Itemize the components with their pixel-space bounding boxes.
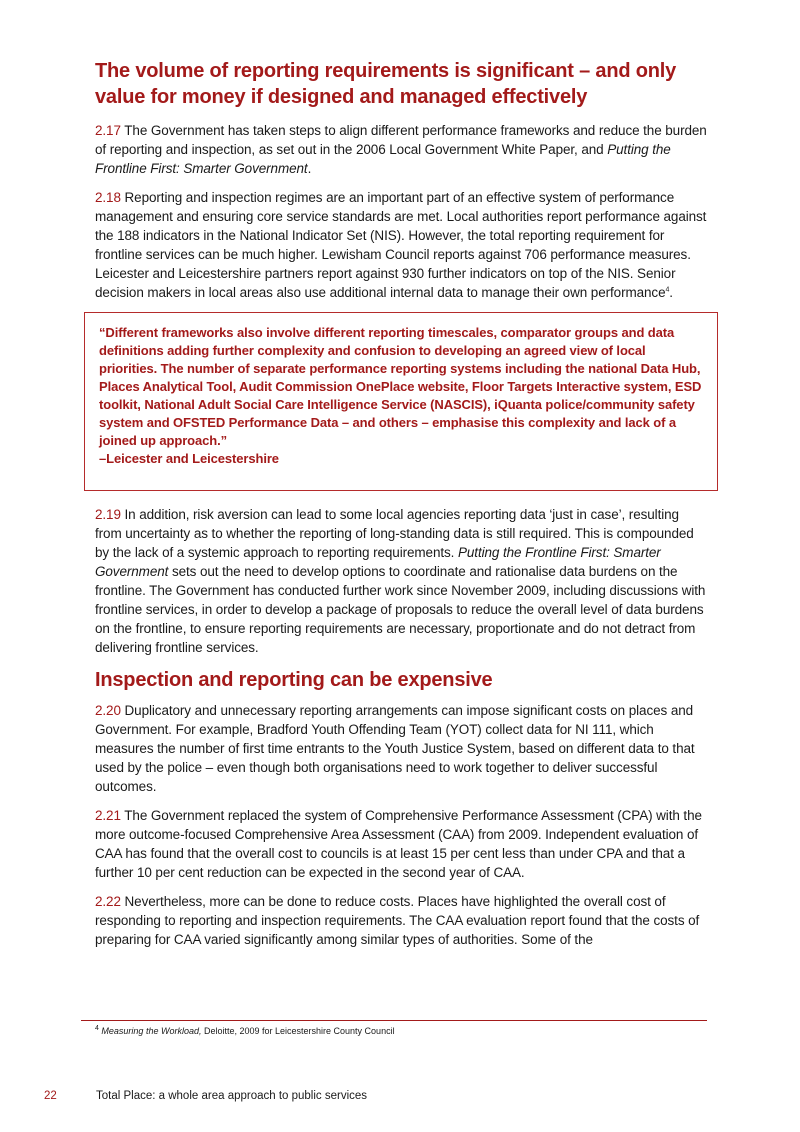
paragraph-2-19 — [95, 505, 707, 657]
paragraph-number: 2.20 — [95, 703, 121, 718]
document-title: Total Place: a whole area approach to public services — [96, 1090, 368, 1102]
paragraph-italic-title: Putting the Frontline First: Smarter Government — [95, 545, 661, 579]
footnote-divider — [81, 1020, 707, 1021]
page-content — [95, 58, 707, 959]
paragraph-number: 2.18 — [95, 190, 121, 205]
footnote — [95, 1025, 395, 1037]
paragraph-text: Duplicatory and unnecessary reporting arrangements can impose significant costs on places and Government. For example, Bradford Youth Offending Team (YOT) collect data for NI 111, which measures the number of first time entrants to the Youth Justice System, based on different data to that used by the police – even though both organisations need to work together to deliver successful outcomes. — [95, 703, 695, 794]
paragraph-end: . — [307, 161, 312, 176]
paragraph-number: 2.21 — [95, 808, 121, 823]
quote-text: “Different frameworks also involve different reporting timescales, comparator groups and data definitions adding further complexity and confusion to developing an agreed view of local priorities. The number of separate performance reporting systems including the national Data Hub, Places Analytical Tool, Audit Commission OnePlace website, Floor Targets Interactive system, ESD toolkit, National Adult Social Care Intelligence Service (NASCIS), iQuanta police/community safety system and OFSTED Performance Data – and others – emphasise this complexity and lack of a joined up approach.” — [99, 325, 702, 448]
footnote-reference[interactable]: 4 — [665, 286, 670, 294]
paragraph-2-20 — [95, 701, 707, 796]
section-heading: Inspection and reporting can be expensive — [95, 669, 493, 691]
page-number: 22 — [44, 1090, 57, 1102]
quote-source: –Leicester and Leicestershire — [99, 451, 279, 466]
page-footer — [44, 1090, 367, 1102]
paragraph-text: Nevertheless, more can be done to reduce costs. Places have highlighted the overall cost of responding to reporting and inspection requirements. The CAA evaluation report found that the costs of preparing for CAA varied significantly among similar types of authorities. Some of the — [95, 894, 700, 947]
paragraph-text: The Government replaced the system of Comprehensive Performance Assessment (CPA) with the more outcome-focused Comprehensive Area Assessment (CAA) from 2009. Independent evaluation of CAA has found that the overall cost to councils is at least 15 per cent less than under CPA and that a further 10 per cent reduction can be expected in the second year of CAA. — [95, 808, 702, 880]
paragraph-end: sets out the need to develop options to coordinate and rationalise data burdens on the frontline. The Government has conducted further work since November 2009, including discussions with frontline services, in order to develop a package of proposals to reduce the overall level of data burdens on the frontline, to ensure reporting requirements are necessary, proportionate and do not detract from delivering frontline services. — [95, 564, 706, 655]
paragraph-number: 2.19 — [95, 507, 121, 522]
paragraph-italic-title: Putting the Frontline First: Smarter Government — [95, 142, 671, 176]
quote-box — [84, 312, 718, 491]
paragraph-2-21 — [95, 806, 707, 882]
paragraph-2-22 — [95, 892, 707, 949]
paragraph-text: In addition, risk aversion can lead to some local agencies reporting data ‘just in case’, resulting from uncertainty as to whether the reporting of long-standing data is still required. This is compounded by the lack of a systemic approach to reporting requirements. — [95, 507, 694, 560]
paragraph-2-17 — [95, 121, 707, 178]
footnote-italic-title: Measuring the Workload, — [101, 1026, 202, 1036]
section-heading: The volume of reporting requirements is significant – and only value for money if designed and managed effectively — [95, 60, 677, 108]
paragraph-text: Reporting and inspection regimes are an important part of an effective system of performance management and ensuring core service standards are met. Local authorities report performance against the 188 indicators in the National Indicator Set (NIS). However, the total reporting requirement for frontline services can be much higher. Lewisham Council reports against 706 performance measures. Leicester and Leicestershire partners report against 930 further indicators on top of the NIS. Senior decision makers in local areas also use additional internal data to manage their own performance — [95, 190, 707, 300]
paragraph-number: 2.17 — [95, 123, 121, 138]
footnote-text: Deloitte, 2009 for Leicestershire County Council — [201, 1026, 395, 1036]
paragraph-number: 2.22 — [95, 894, 121, 909]
paragraph-2-18 — [95, 188, 707, 302]
footnote-number: 4 — [95, 1025, 99, 1032]
paragraph-text: The Government has taken steps to align different performance frameworks and reduce the burden of reporting and inspection, as set out in the 2006 Local Government White Paper, and — [95, 123, 707, 157]
paragraph-end: . — [669, 285, 673, 300]
